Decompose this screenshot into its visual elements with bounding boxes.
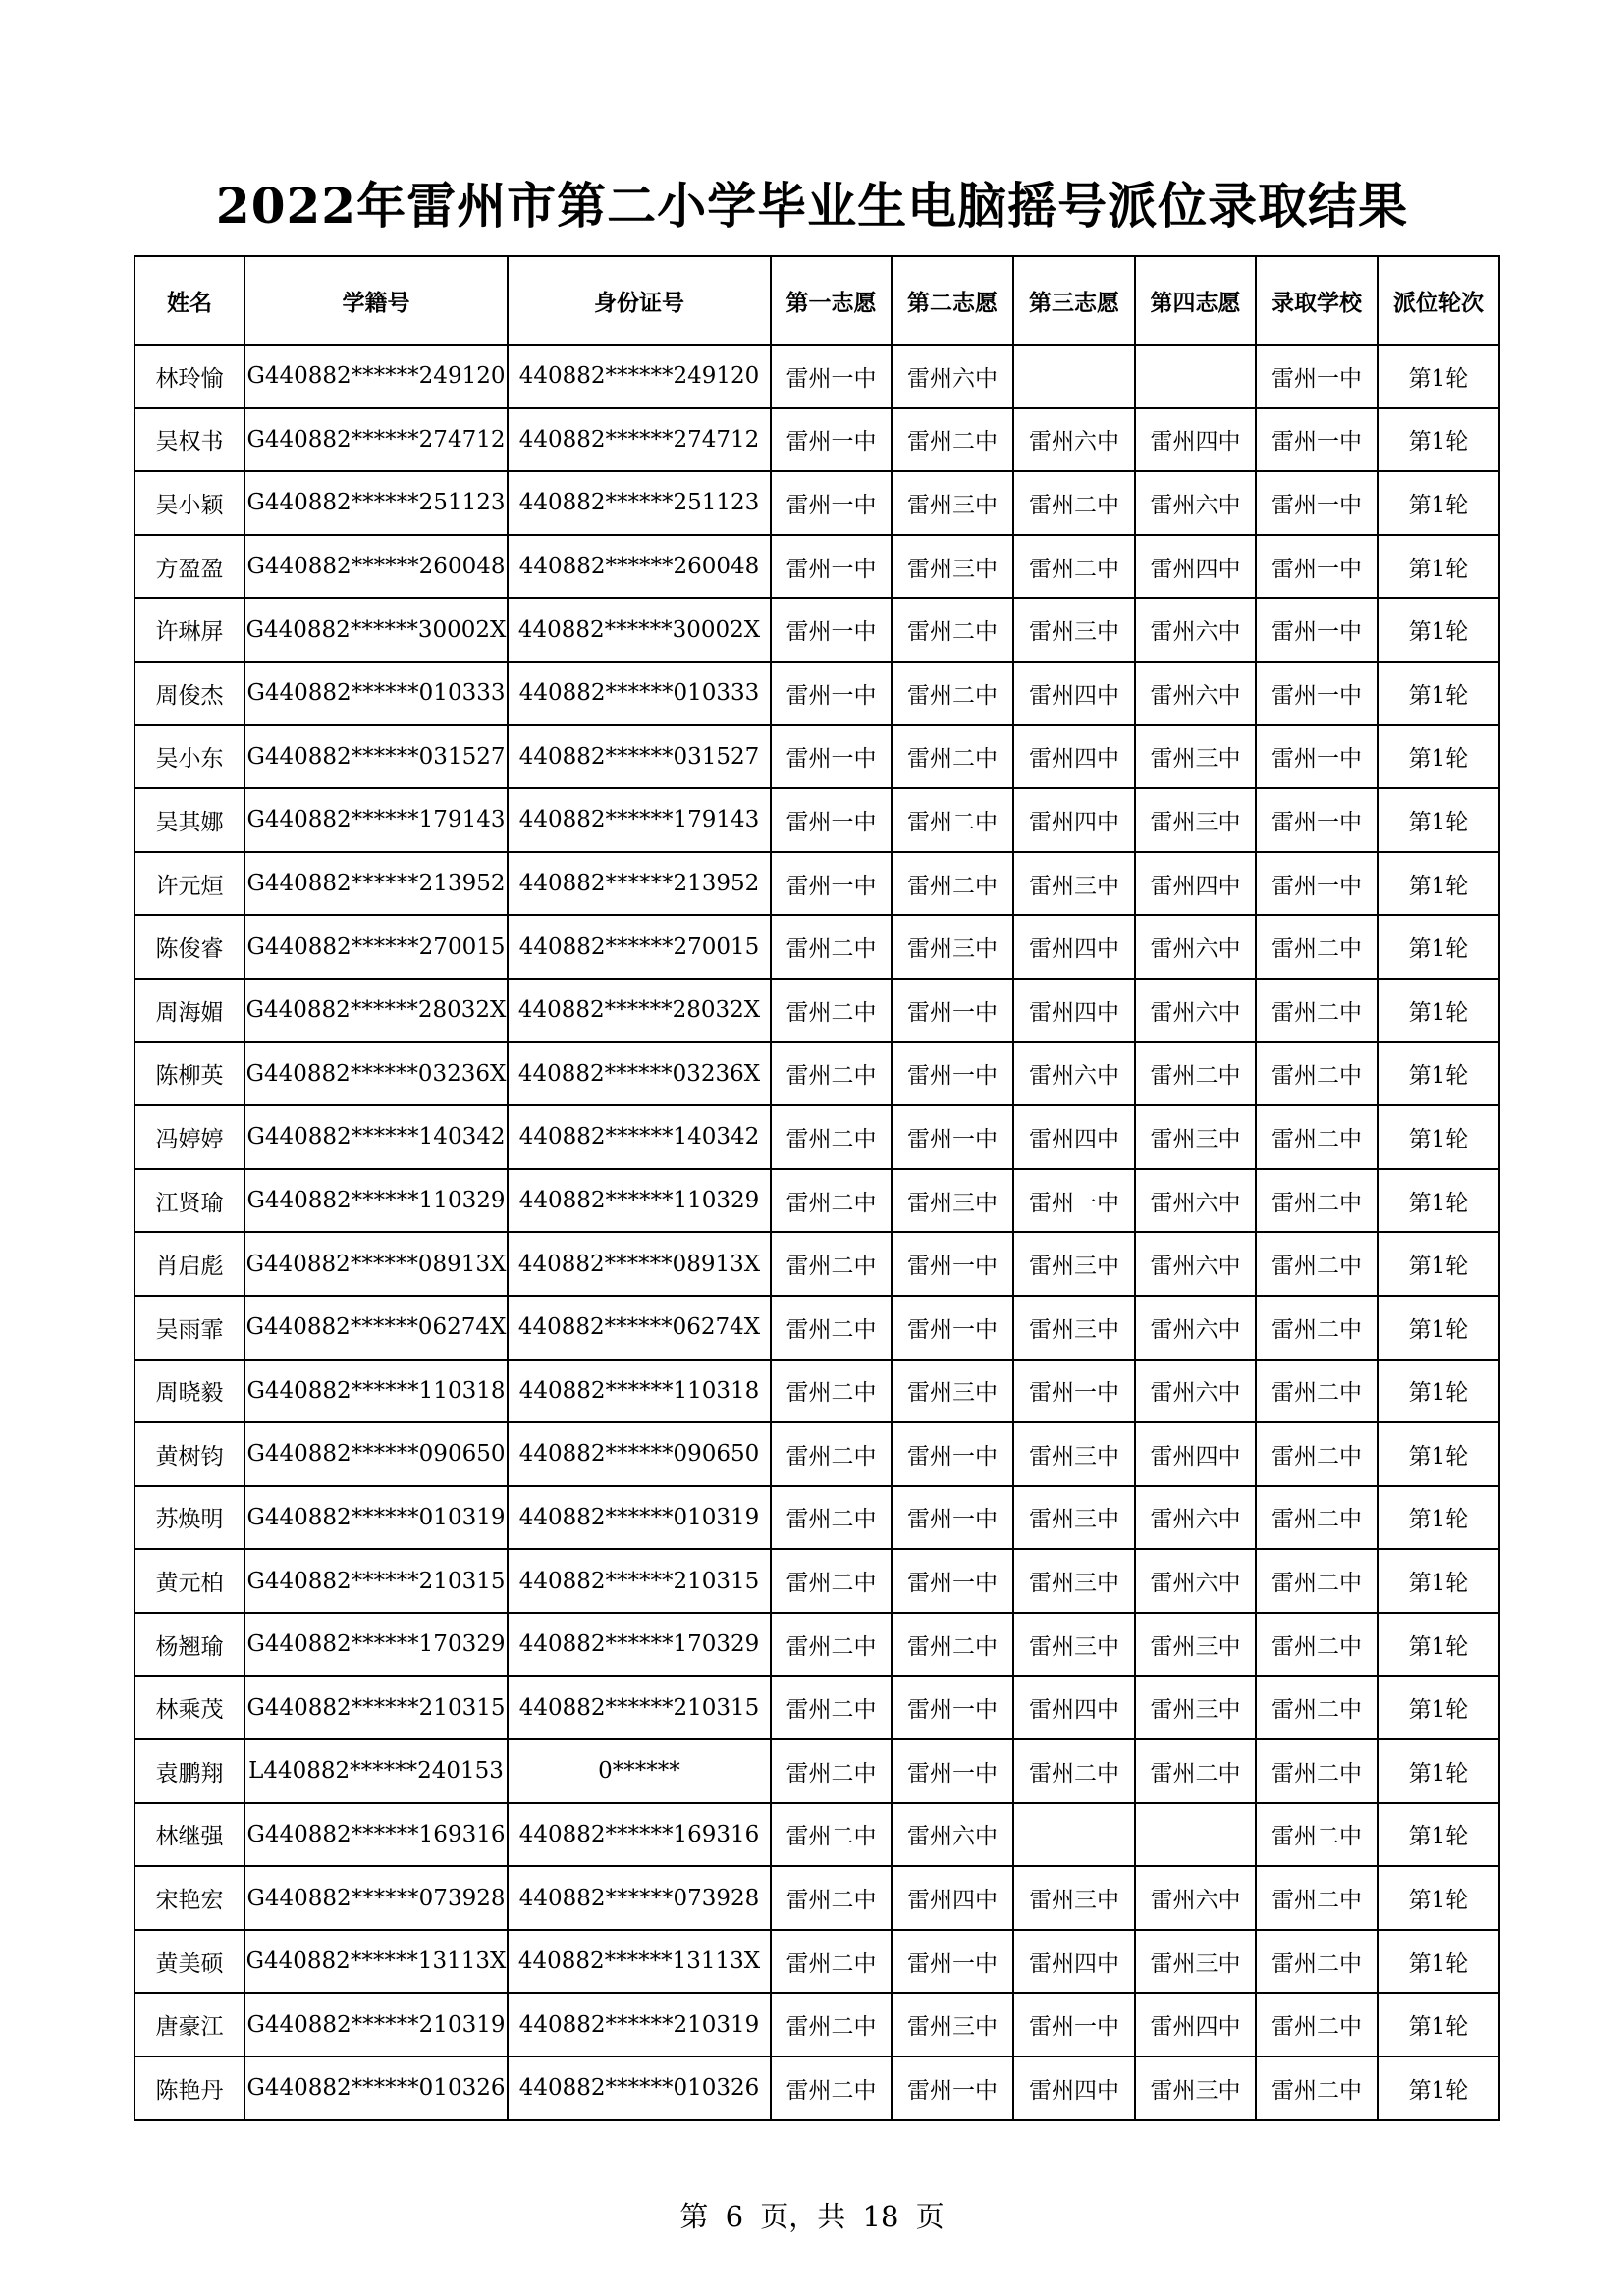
cell-admitted-school: 雷州一中 — [1256, 535, 1378, 599]
table-row — [135, 598, 1499, 662]
cell-name: 杨翘瑜 — [135, 1613, 244, 1677]
cell-student-id: G440882******140342 — [244, 1105, 508, 1169]
cell-choice-2: 雷州二中 — [892, 1613, 1013, 1677]
cell-round: 第1轮 — [1378, 852, 1499, 916]
cell-choice-1: 雷州一中 — [771, 725, 892, 789]
column-header-choice-4: 第四志愿 — [1135, 256, 1256, 345]
cell-choice-3: 雷州一中 — [1013, 1360, 1135, 1423]
cell-student-id: G440882******210319 — [244, 1993, 508, 2056]
cell-id-card: 440882******251123 — [508, 471, 771, 535]
cell-name: 林乘茂 — [135, 1676, 244, 1739]
cell-choice-3: 雷州三中 — [1013, 598, 1135, 662]
cell-choice-1: 雷州一中 — [771, 788, 892, 852]
column-header-name: 姓名 — [135, 256, 244, 345]
cell-choice-1: 雷州二中 — [771, 1739, 892, 1803]
cell-id-card: 440882******090650 — [508, 1422, 771, 1486]
cell-round: 第1轮 — [1378, 915, 1499, 979]
cell-id-card: 440882******170329 — [508, 1613, 771, 1677]
cell-choice-2: 雷州二中 — [892, 598, 1013, 662]
cell-id-card: 0****** — [508, 1739, 771, 1803]
cell-name: 吴小颖 — [135, 471, 244, 535]
cell-choice-3: 雷州三中 — [1013, 1296, 1135, 1360]
cell-student-id: G440882******073928 — [244, 1866, 508, 1930]
cell-choice-4: 雷州三中 — [1135, 2056, 1256, 2120]
cell-admitted-school: 雷州一中 — [1256, 788, 1378, 852]
cell-id-card: 440882******210315 — [508, 1549, 771, 1613]
cell-student-id: G440882******06274X — [244, 1296, 508, 1360]
cell-choice-4: 雷州三中 — [1135, 1930, 1256, 1994]
cell-choice-3: 雷州三中 — [1013, 1422, 1135, 1486]
column-header-choice-2: 第二志愿 — [892, 256, 1013, 345]
cell-name: 苏焕明 — [135, 1486, 244, 1550]
cell-choice-1: 雷州一中 — [771, 852, 892, 916]
cell-choice-3: 雷州四中 — [1013, 1930, 1135, 1994]
cell-id-card: 440882******031527 — [508, 725, 771, 789]
cell-choice-4 — [1135, 1803, 1256, 1867]
table-row — [135, 1042, 1499, 1106]
cell-name: 许琳屏 — [135, 598, 244, 662]
cell-admitted-school: 雷州二中 — [1256, 2056, 1378, 2120]
cell-choice-1: 雷州二中 — [771, 1803, 892, 1867]
table-row — [135, 1232, 1499, 1296]
cell-choice-3: 雷州三中 — [1013, 1866, 1135, 1930]
cell-choice-3: 雷州三中 — [1013, 1613, 1135, 1677]
cell-id-card: 440882******30002X — [508, 598, 771, 662]
table-row — [135, 1803, 1499, 1867]
cell-admitted-school: 雷州一中 — [1256, 662, 1378, 725]
cell-choice-2: 雷州三中 — [892, 535, 1013, 599]
cell-choice-4: 雷州六中 — [1135, 915, 1256, 979]
cell-choice-4: 雷州三中 — [1135, 1613, 1256, 1677]
cell-round: 第1轮 — [1378, 1803, 1499, 1867]
cell-admitted-school: 雷州二中 — [1256, 1866, 1378, 1930]
cell-name: 林玲愉 — [135, 345, 244, 408]
cell-choice-3: 雷州三中 — [1013, 1486, 1135, 1550]
cell-student-id: G440882******110318 — [244, 1360, 508, 1423]
table-row — [135, 1676, 1499, 1739]
cell-round: 第1轮 — [1378, 1486, 1499, 1550]
cell-student-id: G440882******010333 — [244, 662, 508, 725]
cell-round: 第1轮 — [1378, 1422, 1499, 1486]
column-header-id-card: 身份证号 — [508, 256, 771, 345]
cell-choice-2: 雷州六中 — [892, 345, 1013, 408]
cell-round: 第1轮 — [1378, 1676, 1499, 1739]
cell-student-id: G440882******270015 — [244, 915, 508, 979]
cell-id-card: 440882******13113X — [508, 1930, 771, 1994]
cell-choice-3: 雷州四中 — [1013, 725, 1135, 789]
cell-choice-4: 雷州二中 — [1135, 1739, 1256, 1803]
cell-choice-3: 雷州二中 — [1013, 535, 1135, 599]
cell-name: 黄元柏 — [135, 1549, 244, 1613]
cell-choice-3: 雷州四中 — [1013, 979, 1135, 1042]
cell-name: 许元烜 — [135, 852, 244, 916]
cell-id-card: 440882******073928 — [508, 1866, 771, 1930]
cell-choice-4: 雷州三中 — [1135, 725, 1256, 789]
cell-round: 第1轮 — [1378, 1613, 1499, 1677]
cell-student-id: G440882******031527 — [244, 725, 508, 789]
cell-id-card: 440882******110318 — [508, 1360, 771, 1423]
cell-name: 陈艳丹 — [135, 2056, 244, 2120]
cell-choice-4: 雷州二中 — [1135, 1042, 1256, 1106]
cell-student-id: G440882******249120 — [244, 345, 508, 408]
cell-admitted-school: 雷州二中 — [1256, 1232, 1378, 1296]
cell-id-card: 440882******210319 — [508, 1993, 771, 2056]
cell-choice-4: 雷州六中 — [1135, 598, 1256, 662]
cell-choice-4: 雷州三中 — [1135, 1676, 1256, 1739]
cell-admitted-school: 雷州一中 — [1256, 852, 1378, 916]
cell-round: 第1轮 — [1378, 1360, 1499, 1423]
cell-round: 第1轮 — [1378, 1739, 1499, 1803]
cell-choice-1: 雷州一中 — [771, 535, 892, 599]
cell-admitted-school: 雷州二中 — [1256, 1676, 1378, 1739]
cell-choice-1: 雷州一中 — [771, 598, 892, 662]
cell-choice-1: 雷州一中 — [771, 345, 892, 408]
cell-choice-2: 雷州二中 — [892, 408, 1013, 472]
column-header-choice-3: 第三志愿 — [1013, 256, 1135, 345]
cell-name: 陈俊睿 — [135, 915, 244, 979]
cell-round: 第1轮 — [1378, 408, 1499, 472]
cell-choice-2: 雷州二中 — [892, 852, 1013, 916]
table-row — [135, 1549, 1499, 1613]
table-row — [135, 1360, 1499, 1423]
cell-choice-4: 雷州六中 — [1135, 662, 1256, 725]
cell-round: 第1轮 — [1378, 1549, 1499, 1613]
cell-admitted-school: 雷州二中 — [1256, 1930, 1378, 1994]
cell-name: 吴权书 — [135, 408, 244, 472]
cell-student-id: G440882******274712 — [244, 408, 508, 472]
cell-choice-1: 雷州二中 — [771, 1993, 892, 2056]
cell-choice-1: 雷州一中 — [771, 471, 892, 535]
cell-id-card: 440882******010326 — [508, 2056, 771, 2120]
cell-admitted-school: 雷州一中 — [1256, 345, 1378, 408]
cell-admitted-school: 雷州二中 — [1256, 1739, 1378, 1803]
cell-choice-3: 雷州二中 — [1013, 1739, 1135, 1803]
table-row — [135, 1993, 1499, 2056]
cell-round: 第1轮 — [1378, 979, 1499, 1042]
cell-id-card: 440882******140342 — [508, 1105, 771, 1169]
cell-choice-3: 雷州四中 — [1013, 662, 1135, 725]
cell-choice-2: 雷州一中 — [892, 1549, 1013, 1613]
table-row — [135, 1422, 1499, 1486]
cell-choice-1: 雷州二中 — [771, 2056, 892, 2120]
table-row — [135, 2056, 1499, 2120]
cell-id-card: 440882******28032X — [508, 979, 771, 1042]
cell-student-id: G440882******210315 — [244, 1676, 508, 1739]
cell-choice-1: 雷州一中 — [771, 662, 892, 725]
table-row — [135, 408, 1499, 472]
cell-choice-2: 雷州三中 — [892, 1360, 1013, 1423]
cell-student-id: G440882******213952 — [244, 852, 508, 916]
cell-student-id: G440882******179143 — [244, 788, 508, 852]
cell-round: 第1轮 — [1378, 725, 1499, 789]
cell-name: 周海媚 — [135, 979, 244, 1042]
cell-choice-1: 雷州二中 — [771, 915, 892, 979]
table-row — [135, 345, 1499, 408]
cell-name: 宋艳宏 — [135, 1866, 244, 1930]
cell-choice-3: 雷州二中 — [1013, 471, 1135, 535]
cell-admitted-school: 雷州二中 — [1256, 915, 1378, 979]
cell-name: 冯婷婷 — [135, 1105, 244, 1169]
cell-id-card: 440882******274712 — [508, 408, 771, 472]
cell-round: 第1轮 — [1378, 788, 1499, 852]
cell-choice-1: 雷州二中 — [771, 1296, 892, 1360]
cell-id-card: 440882******210315 — [508, 1676, 771, 1739]
cell-admitted-school: 雷州一中 — [1256, 598, 1378, 662]
cell-round: 第1轮 — [1378, 1232, 1499, 1296]
cell-choice-2: 雷州三中 — [892, 915, 1013, 979]
column-header-choice-1: 第一志愿 — [771, 256, 892, 345]
table-row — [135, 852, 1499, 916]
cell-choice-3: 雷州六中 — [1013, 408, 1135, 472]
cell-choice-1: 雷州二中 — [771, 1360, 892, 1423]
table-row — [135, 1866, 1499, 1930]
cell-choice-4: 雷州六中 — [1135, 1169, 1256, 1233]
column-header-student-id: 学籍号 — [244, 256, 508, 345]
cell-choice-2: 雷州一中 — [892, 1930, 1013, 1994]
table-row — [135, 1105, 1499, 1169]
cell-choice-2: 雷州一中 — [892, 1422, 1013, 1486]
cell-name: 方盈盈 — [135, 535, 244, 599]
cell-round: 第1轮 — [1378, 662, 1499, 725]
cell-name: 周晓毅 — [135, 1360, 244, 1423]
cell-choice-4: 雷州四中 — [1135, 535, 1256, 599]
table-row — [135, 1739, 1499, 1803]
cell-round: 第1轮 — [1378, 1042, 1499, 1106]
cell-choice-4 — [1135, 345, 1256, 408]
cell-round: 第1轮 — [1378, 2056, 1499, 2120]
cell-round: 第1轮 — [1378, 535, 1499, 599]
cell-student-id: G440882******28032X — [244, 979, 508, 1042]
cell-choice-1: 雷州二中 — [771, 1930, 892, 1994]
cell-student-id: G440882******13113X — [244, 1930, 508, 1994]
cell-choice-3: 雷州一中 — [1013, 1169, 1135, 1233]
table-row — [135, 1169, 1499, 1233]
cell-choice-4: 雷州六中 — [1135, 1866, 1256, 1930]
cell-choice-1: 雷州一中 — [771, 408, 892, 472]
cell-name: 袁鹏翔 — [135, 1739, 244, 1803]
cell-admitted-school: 雷州二中 — [1256, 1296, 1378, 1360]
cell-choice-4: 雷州六中 — [1135, 1296, 1256, 1360]
footer-mid: 页，共 — [760, 2200, 846, 2233]
cell-choice-3: 雷州三中 — [1013, 852, 1135, 916]
cell-name: 吴小东 — [135, 725, 244, 789]
cell-admitted-school: 雷州二中 — [1256, 1042, 1378, 1106]
cell-choice-2: 雷州六中 — [892, 1803, 1013, 1867]
cell-admitted-school: 雷州二中 — [1256, 1169, 1378, 1233]
cell-student-id: G440882******30002X — [244, 598, 508, 662]
cell-choice-2: 雷州二中 — [892, 788, 1013, 852]
cell-id-card: 440882******270015 — [508, 915, 771, 979]
cell-round: 第1轮 — [1378, 1169, 1499, 1233]
table-row — [135, 1930, 1499, 1994]
table-row — [135, 471, 1499, 535]
cell-choice-2: 雷州一中 — [892, 1232, 1013, 1296]
cell-admitted-school: 雷州二中 — [1256, 1105, 1378, 1169]
cell-choice-2: 雷州一中 — [892, 2056, 1013, 2120]
cell-round: 第1轮 — [1378, 1296, 1499, 1360]
cell-choice-1: 雷州二中 — [771, 979, 892, 1042]
table-row — [135, 979, 1499, 1042]
cell-choice-2: 雷州一中 — [892, 1486, 1013, 1550]
cell-choice-4: 雷州六中 — [1135, 1486, 1256, 1550]
page-title: 2022年雷州市第二小学毕业生电脑摇号派位录取结果 — [215, 177, 1409, 235]
cell-round: 第1轮 — [1378, 598, 1499, 662]
cell-choice-3: 雷州四中 — [1013, 915, 1135, 979]
cell-choice-3: 雷州三中 — [1013, 1232, 1135, 1296]
cell-choice-4: 雷州四中 — [1135, 1993, 1256, 2056]
cell-student-id: G440882******03236X — [244, 1042, 508, 1106]
cell-choice-2: 雷州三中 — [892, 1993, 1013, 2056]
cell-id-card: 440882******010333 — [508, 662, 771, 725]
cell-id-card: 440882******260048 — [508, 535, 771, 599]
cell-admitted-school: 雷州二中 — [1256, 979, 1378, 1042]
cell-choice-4: 雷州六中 — [1135, 1360, 1256, 1423]
cell-choice-3: 雷州四中 — [1013, 2056, 1135, 2120]
cell-student-id: G440882******010326 — [244, 2056, 508, 2120]
cell-student-id: G440882******251123 — [244, 471, 508, 535]
cell-id-card: 440882******110329 — [508, 1169, 771, 1233]
cell-choice-3: 雷州三中 — [1013, 1549, 1135, 1613]
cell-choice-2: 雷州一中 — [892, 1676, 1013, 1739]
cell-choice-2: 雷州二中 — [892, 662, 1013, 725]
cell-choice-4: 雷州六中 — [1135, 1232, 1256, 1296]
cell-name: 林继强 — [135, 1803, 244, 1867]
table-row — [135, 915, 1499, 979]
cell-round: 第1轮 — [1378, 345, 1499, 408]
column-header-admitted-school: 录取学校 — [1256, 256, 1378, 345]
cell-student-id: G440882******110329 — [244, 1169, 508, 1233]
cell-choice-2: 雷州一中 — [892, 1739, 1013, 1803]
table-row — [135, 725, 1499, 789]
cell-admitted-school: 雷州二中 — [1256, 1549, 1378, 1613]
cell-name: 江贤瑜 — [135, 1169, 244, 1233]
cell-choice-3 — [1013, 345, 1135, 408]
cell-choice-1: 雷州二中 — [771, 1042, 892, 1106]
cell-choice-4: 雷州四中 — [1135, 852, 1256, 916]
cell-choice-2: 雷州三中 — [892, 471, 1013, 535]
cell-id-card: 440882******010319 — [508, 1486, 771, 1550]
cell-id-card: 440882******179143 — [508, 788, 771, 852]
cell-choice-1: 雷州二中 — [771, 1676, 892, 1739]
table-row — [135, 662, 1499, 725]
cell-choice-1: 雷州二中 — [771, 1105, 892, 1169]
cell-name: 唐豪江 — [135, 1993, 244, 2056]
cell-choice-2: 雷州一中 — [892, 1296, 1013, 1360]
cell-choice-4: 雷州三中 — [1135, 1105, 1256, 1169]
cell-admitted-school: 雷州二中 — [1256, 1993, 1378, 2056]
table-body — [135, 345, 1499, 2120]
cell-name: 陈柳英 — [135, 1042, 244, 1106]
cell-student-id: G440882******169316 — [244, 1803, 508, 1867]
footer-total-pages: 18 — [862, 2200, 899, 2233]
cell-student-id: G440882******260048 — [244, 535, 508, 599]
cell-name: 吴其娜 — [135, 788, 244, 852]
footer-suffix: 页 — [915, 2200, 945, 2233]
column-header-round: 派位轮次 — [1378, 256, 1499, 345]
cell-choice-3: 雷州四中 — [1013, 1105, 1135, 1169]
cell-choice-4: 雷州四中 — [1135, 408, 1256, 472]
page-footer — [0, 2195, 1624, 2235]
footer-page-number: 6 — [725, 2200, 744, 2233]
table-header-row — [135, 256, 1499, 345]
cell-round: 第1轮 — [1378, 1866, 1499, 1930]
cell-admitted-school: 雷州二中 — [1256, 1803, 1378, 1867]
cell-choice-3 — [1013, 1803, 1135, 1867]
cell-choice-1: 雷州二中 — [771, 1613, 892, 1677]
cell-admitted-school: 雷州一中 — [1256, 408, 1378, 472]
cell-admitted-school: 雷州二中 — [1256, 1613, 1378, 1677]
cell-choice-3: 雷州四中 — [1013, 1676, 1135, 1739]
cell-name: 黄树钧 — [135, 1422, 244, 1486]
cell-student-id: G440882******090650 — [244, 1422, 508, 1486]
cell-round: 第1轮 — [1378, 1930, 1499, 1994]
cell-choice-2: 雷州四中 — [892, 1866, 1013, 1930]
cell-admitted-school: 雷州二中 — [1256, 1422, 1378, 1486]
cell-id-card: 440882******06274X — [508, 1296, 771, 1360]
cell-student-id: G440882******08913X — [244, 1232, 508, 1296]
cell-choice-2: 雷州二中 — [892, 725, 1013, 789]
cell-student-id: G440882******170329 — [244, 1613, 508, 1677]
cell-choice-4: 雷州六中 — [1135, 1549, 1256, 1613]
table-row — [135, 1613, 1499, 1677]
cell-student-id: G440882******210315 — [244, 1549, 508, 1613]
cell-choice-2: 雷州一中 — [892, 1042, 1013, 1106]
admission-results-table — [134, 255, 1500, 2121]
cell-round: 第1轮 — [1378, 1993, 1499, 2056]
cell-name: 肖启彪 — [135, 1232, 244, 1296]
cell-choice-4: 雷州四中 — [1135, 1422, 1256, 1486]
cell-choice-3: 雷州四中 — [1013, 788, 1135, 852]
table-row — [135, 1296, 1499, 1360]
cell-admitted-school: 雷州二中 — [1256, 1486, 1378, 1550]
cell-choice-1: 雷州二中 — [771, 1486, 892, 1550]
cell-name: 周俊杰 — [135, 662, 244, 725]
cell-choice-1: 雷州二中 — [771, 1549, 892, 1613]
table-row — [135, 788, 1499, 852]
cell-id-card: 440882******213952 — [508, 852, 771, 916]
cell-id-card: 440882******03236X — [508, 1042, 771, 1106]
cell-admitted-school: 雷州一中 — [1256, 471, 1378, 535]
cell-student-id: L440882******240153 — [244, 1739, 508, 1803]
cell-admitted-school: 雷州二中 — [1256, 1360, 1378, 1423]
cell-choice-2: 雷州一中 — [892, 979, 1013, 1042]
cell-choice-1: 雷州二中 — [771, 1169, 892, 1233]
cell-name: 吴雨霏 — [135, 1296, 244, 1360]
cell-round: 第1轮 — [1378, 471, 1499, 535]
cell-choice-1: 雷州二中 — [771, 1232, 892, 1296]
cell-choice-1: 雷州二中 — [771, 1866, 892, 1930]
cell-choice-3: 雷州六中 — [1013, 1042, 1135, 1106]
table-row — [135, 1486, 1499, 1550]
cell-choice-3: 雷州一中 — [1013, 1993, 1135, 2056]
table-row — [135, 535, 1499, 599]
cell-choice-4: 雷州六中 — [1135, 471, 1256, 535]
cell-id-card: 440882******08913X — [508, 1232, 771, 1296]
cell-choice-2: 雷州三中 — [892, 1169, 1013, 1233]
cell-id-card: 440882******169316 — [508, 1803, 771, 1867]
cell-admitted-school: 雷州一中 — [1256, 725, 1378, 789]
cell-student-id: G440882******010319 — [244, 1486, 508, 1550]
cell-id-card: 440882******249120 — [508, 345, 771, 408]
cell-name: 黄美硕 — [135, 1930, 244, 1994]
footer-prefix: 第 — [679, 2200, 709, 2233]
cell-choice-4: 雷州六中 — [1135, 979, 1256, 1042]
cell-round: 第1轮 — [1378, 1105, 1499, 1169]
cell-choice-4: 雷州三中 — [1135, 788, 1256, 852]
cell-choice-2: 雷州一中 — [892, 1105, 1013, 1169]
cell-choice-1: 雷州二中 — [771, 1422, 892, 1486]
